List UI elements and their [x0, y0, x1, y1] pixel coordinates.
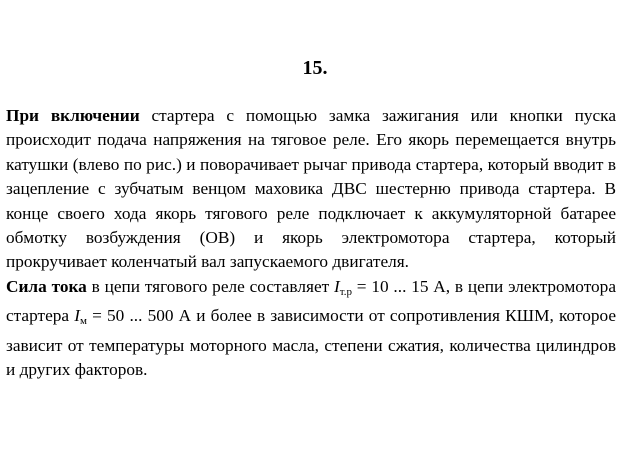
paragraph-2-text-a: в цепи тягового реле составляет: [86, 276, 334, 296]
motor-current-subscript: м: [79, 315, 87, 328]
paragraph-2-text-b: = 10 ... 15 А, в цепи электромотора стартера: [6, 276, 616, 326]
paragraph-current-strength: [6, 275, 616, 383]
relay-current-symbol: I: [333, 276, 340, 296]
paragraph-2-text-c: = 50 ... 500 А и более в зависимости от сопротивления КШМ, которое зависит от температуры моторного масла, степени сжатия, количества цилиндров и других факторов.: [6, 306, 617, 380]
paragraph-2-lead: Сила тока: [6, 276, 87, 296]
paragraph-1-lead: При включении: [6, 106, 140, 125]
relay-current-subscript: т.р: [339, 285, 352, 298]
paragraph-starter-engagement: [6, 104, 616, 275]
slide-body: [6, 104, 616, 382]
motor-current-symbol: I: [74, 306, 80, 326]
paragraph-1-text: стартера с помощью замка зажигания или кнопки пуска происходит подача напряжения на тяговое реле. Его якорь перемещается внутрь катушки (влево по рис.) и поворачивает рычаг привода стартера, который вводит в зацепление с зубчатым венцом маховика ДВС шестерню привода стартера. В конце своего хода якорь тягового реле подключает к аккумуляторной батарее обмотку возбуждения (ОВ) и якорь электромотора стартера, который прокручивает коленчатый вал запускаемого двигателя.: [6, 106, 616, 272]
slide-number: 15.: [302, 57, 328, 79]
